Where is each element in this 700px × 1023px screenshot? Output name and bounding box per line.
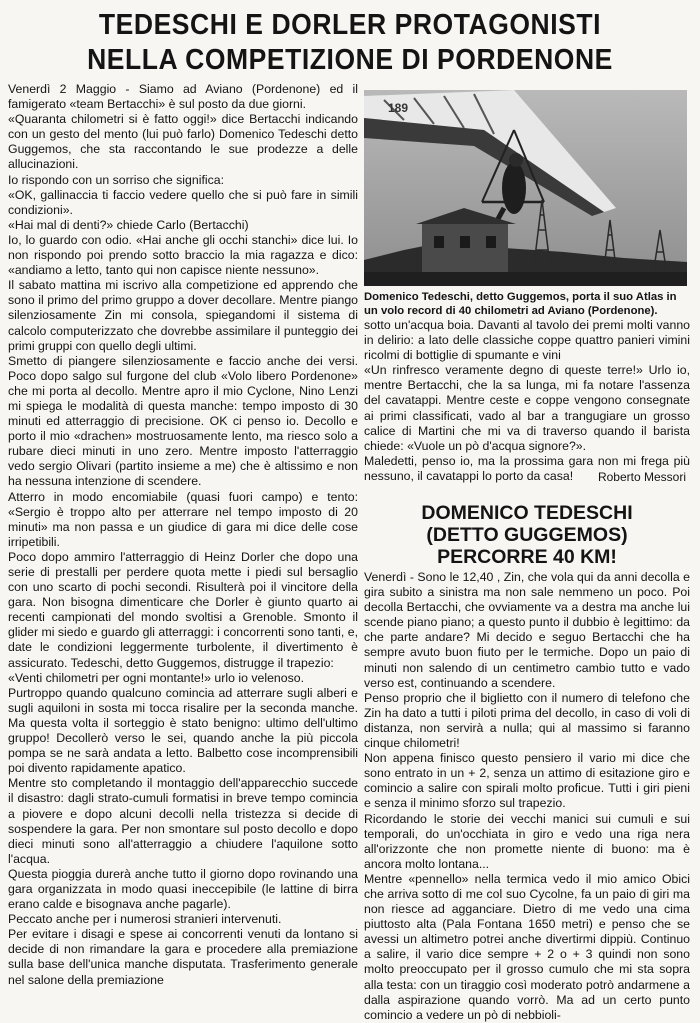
left-paragraph: Smetto di piangere silenziosamente e faccio anche dei versi. Poco dopo salgo sul furgone del club «Volo libero Pordenone» che mi porta al decollo. Mentre apro il mio Cyclone, Nino Lenzi mi spiega le modalità di questa manche: tempo imposto di 30 minuti ed atterraggio di precisione. OK ci penso io. Decollo e porto il mio «drachen» mostruosamente lento, ma riesco solo a rubare dieci minuti in uno zero. Mentre imposto l'atterraggio vedo sergio Olivari (partito insieme a me) che è altissimo e non ha nessuna intenzione di scendere. [8,353,358,489]
left-paragraph: Il sabato mattina mi iscrivo alla competizione ed apprendo che sono il primo del primo gruppo a dover decollare. Mentre piango silenziosamente Zin mi consola, spiegandomi il sistema di calcolo computerizzato che dovrebbe assimilare il punteggio dei primi gruppi con quello degli ultimi. [8,278,358,353]
second-article-title [364,502,690,568]
second-article-body [364,570,690,1022]
left-paragraph: Poco dopo ammiro l'atterraggio di Heinz Dorler che dopo una serie di prestalli per perdere quota mette i piedi sul bersaglio con uno scarto di pochi secondi. Risulterà poi il vincitore della gara. Non bisogna dimenticare che Dorler è giunto quarto ai recenti campionati del mondo svoltisi a Grenoble. Smonto il glider mi siedo e guardo gli atterraggi: i concorrenti sono tanti, e, date le condizioni leggermente turbolente, il divertimento è assicurato. Tedeschi, detto Guggemos, distrugge il trapezio: [8,549,358,670]
hang-glider-photo-art [364,90,687,286]
second-title-line-1: DOMENICO TEDESCHI [421,502,633,524]
second-paragraph: Venerdì - Sono le 12,40 , Zin, che vola qui da anni decolla e gira subito a sinistra ma non sale nemmeno un poco. Poi decolla Bertacchi, che ovviamente va a destra ma anche lui scende piano piano; a questo punto il dubbio è legittimo: da che parte andare? Mi decido e seguo Bertacchi che ha sempre avuto buon fiuto per le termiche. Dopo un paio di minuti non salendo di un centimetro cambio tutto e vado verso est, continuando a scendere. [364,570,690,690]
left-paragraph: «Hai mal di denti?» chiede Carlo (Bertacchi) [8,217,249,232]
left-paragraph: Atterro in modo encomiabile (quasi fuori campo) e tento: «Sergio è troppo alto per atterrare nel tempo imposto di 20 minuti» ma non passa e un giudice di gara mi dice delle cose irripetibili. [8,489,358,549]
left-paragraph: Io, lo guardo con odio. «Hai anche gli occhi stanchi» dice lui. Io non rispondo poi prendo sotto braccio la mia ragazza e dico: «andiamo a letto, tanto qui non capisce niente nessuno». [8,232,358,278]
headline [25,8,676,78]
right-column [364,318,690,484]
headline-line-2: NELLA COMPETIZIONE DI PORDENONE [87,44,613,76]
second-title-line-3: PERCORRE 40 KM! [437,546,617,568]
left-paragraph: «Venti chilometri per ogni montante!» urlo io velenoso. [8,670,304,685]
second-paragraph: Non appena finisco questo pensiero il vario mi dice che sono entrato in un + 2, senza un attimo di esitazione giro e comincio a salire con spirali molto proficue. Tutti i giri pieni e senza il minimo sforzo sul trapezio. [364,751,690,811]
left-paragraph: «Quaranta chilometri si è fatto oggi!» dice Bertacchi indicando con un gesto del mento (lui può farlo) Domenico Tedeschi detto Guggemos, che sta raccontando le sue prodezze a delle allucinazioni. [8,112,358,172]
right-paragraph: Maledetti, penso io, ma la prossima gara non mi frega più nessuno, il cavatappi lo porto da casa! [364,453,690,483]
left-paragraph: Purtroppo quando qualcuno comincia ad atterrare sugli alberi e sugli aquiloni in sosta mi tocca risalire per la seconda manche. Ma questa volta il sorteggio è stato benigno: ultimo dell'ultimo gruppo! Decollerò verso le sei, quando anche la più piccola pompa se ne sarà andata a letto. Balbetto cose incomprensibili poi divento rapidamente apatico. [8,685,358,776]
left-column [8,82,358,987]
right-paragraph: sotto un'acqua boia. Davanti al tavolo dei premi molti vanno in delirio: a lato delle classiche coppe quattro panieri vimini ricolmi di bottiglie di spumante e vini [364,318,690,363]
headline-line-1: TEDESCHI E DORLER PROTAGONISTI [98,9,602,41]
hang-glider-photo [364,90,687,286]
author-signature: Roberto Messori [597,470,686,484]
left-paragraph: Per evitare i disagi e spese ai concorrenti venuti da lontano si decide di non rimandare la gara e procedere alla premiazione sulla base dell'unica manche disputata. Trasferimento generale nel salone della premiazione [8,927,358,987]
left-paragraph: Mentre sto completando il montaggio dell'apparecchio succede il disastro: dagli strato-cumuli formatisi in breve tempo comincia a piovere e dopo alcuni decolli nella tristezza si decide di sospendere la gara. Per non smontare sul posto decollo e dopo dieci minuti sono all'atterraggio a chiudere l'aquilone sotto l'acqua. [8,776,358,866]
right-paragraph: «Un rinfresco veramente degno di queste terre!» Urlo io, mentre Bertacchi, che la sa lunga, mi fa notare l'assenza del cavatappi. Mentre ceste e coppe vengono consegnate ai primi classificati, vado al bar a trangugiare un grosso calice di Martini che mi va di traverso quando il barista chiede: «Vuole un pò d'acqua signore?». [364,363,690,453]
left-paragraph: Venerdì 2 Maggio - Siamo ad Aviano (Pordenone) ed il famigerato «team Bertacchi» è sul posto da due giorni. [8,82,358,112]
second-paragraph: Mentre «pennello» nella termica vedo il mio amico Obici che arriva sotto di me col suo Cycolne, fa un paio di giri ma non riesce ad agganciare. Dietro di me vedo una cima piuttosto alta (Pala Fontana 1650 metri) e penso che se avessi un altimetro potrei anche divertirmi dippiù. Continuo a salire, il vario dice sempre + 2 o + 3 quindi non sono molto preoccupato per il grosso cumulo che mi sta sopra alla testa: con un tiraggio così moderato potrò andarmene a dalla aspirazione quando vorrò. Ma ad un certo punto comincio a vedere un pò di nebbioli- [364,871,690,1022]
second-paragraph: Penso proprio che il biglietto con il numero di telefono che Zin ha dato a tutti i piloti prima del decollo, in caso di voli di distanza, non servirà a nulla; qui al massimo si faranno cinque chilometri! [364,690,690,751]
wing-marking: 189 [388,101,409,115]
second-paragraph: Ricordando le storie dei vecchi manici sui cumuli e sui temporali, do un'occhiata in giro e vedo una riga nera all'orizzonte che non promette niente di buono: ma è ancora molto lontana... [364,811,690,871]
left-paragraph: Questa pioggia durerà anche tutto il giorno dopo rovinando una gara organizzata in modo quasi ineccepibile (le lattine di birra erano calde e bisognava anche pagarle). [8,866,358,912]
second-title-line-2: (DETTO GUGGEMOS) [426,524,628,546]
left-paragraph: Io rispondo con un sorriso che significa: [8,172,224,187]
left-paragraph: «OK, gallinaccia ti faccio vedere quello che si può fare in simili condizioni». [8,187,358,217]
left-paragraph: Peccato anche per i numerosi stranieri intervenuti. [8,912,282,927]
photo-caption: Domenico Tedeschi, detto Guggemos, porta il suo Atlas in un volo record di 40 chilometri ad Aviano (Pordenone). [364,291,677,317]
